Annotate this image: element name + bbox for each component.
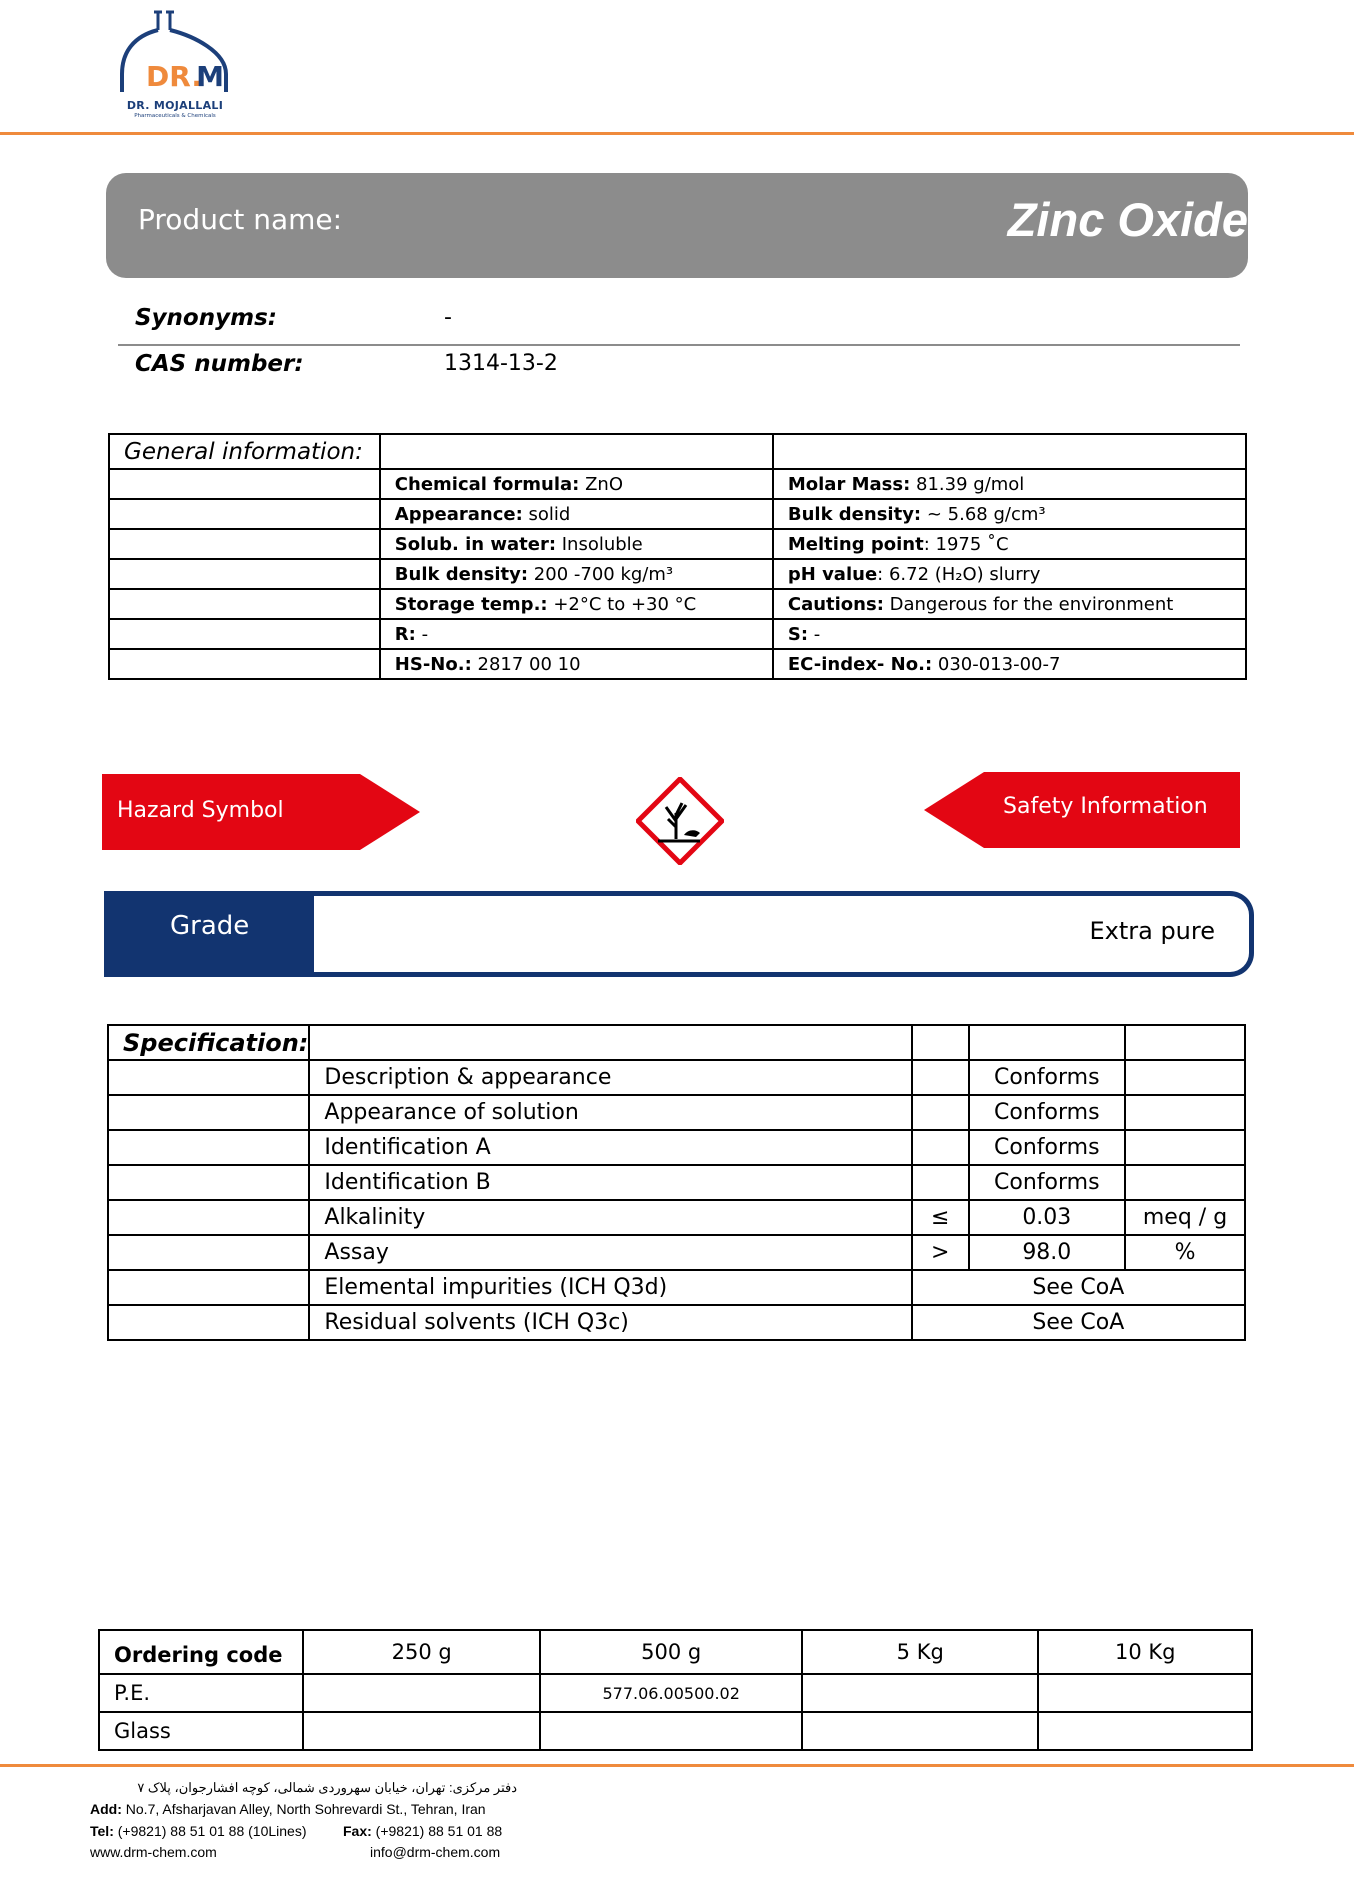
- property-value: ~ 5.68 g/cm³: [921, 503, 1046, 525]
- property-value: -: [415, 623, 429, 645]
- property-value: : 6.72 (H₂O) slurry: [877, 563, 1041, 585]
- property-value: solid: [522, 503, 571, 525]
- table-row: [108, 1235, 1245, 1270]
- ordering-code-table: [98, 1629, 1253, 1751]
- spec-operator: ≤: [912, 1200, 969, 1235]
- table-row: [108, 1130, 1245, 1165]
- order-code: [802, 1674, 1038, 1712]
- company-name: DR. MOJALLALI: [126, 99, 224, 112]
- cas-value: 1314-13-2: [444, 351, 558, 376]
- spec-operator: [912, 1095, 969, 1130]
- order-code: [303, 1712, 540, 1750]
- property-key: HS-No.:: [394, 653, 472, 675]
- spec-name: Appearance of solution: [309, 1095, 911, 1130]
- tel-text: (+9821) 88 51 01 88 (10Lines): [113, 1823, 307, 1839]
- property-key: Bulk density:: [787, 503, 922, 525]
- cas-label: CAS number:: [135, 351, 304, 377]
- ghs09-environment-icon: [636, 777, 724, 865]
- spec-value: See CoA: [912, 1270, 1245, 1305]
- spec-unit: [1125, 1060, 1245, 1095]
- property-key: pH value: [787, 563, 878, 585]
- footer-address: [90, 1801, 486, 1817]
- property-value: Insoluble: [556, 533, 643, 555]
- header-divider: [0, 132, 1354, 135]
- property-key: S:: [787, 623, 809, 645]
- spec-value: Conforms: [969, 1130, 1125, 1165]
- footer-email-link[interactable]: info@drm-chem.com: [370, 1844, 501, 1860]
- spec-operator: [912, 1165, 969, 1200]
- property-value: 2817 00 10: [471, 653, 581, 675]
- property-key: Melting point: [787, 533, 924, 555]
- spec-value: 0.03: [969, 1200, 1125, 1235]
- table-row: [108, 1165, 1245, 1200]
- spec-name: Assay: [309, 1235, 911, 1270]
- fax-text: (+9821) 88 51 01 88: [371, 1823, 503, 1839]
- table-row: [109, 469, 1246, 499]
- spec-name: Elemental impurities (ICH Q3d): [309, 1270, 911, 1305]
- property-key: Storage temp.:: [394, 593, 548, 615]
- company-tagline: Pharmaceuticals & Chemicals: [134, 113, 216, 119]
- spec-value: Conforms: [969, 1095, 1125, 1130]
- property-cell: [773, 499, 1246, 529]
- product-name-label: Product name:: [138, 203, 343, 236]
- address-label: Add:: [90, 1801, 122, 1817]
- property-cell: [773, 529, 1246, 559]
- packaging-label: Glass: [99, 1712, 303, 1750]
- spec-name: Identification B: [309, 1165, 911, 1200]
- property-value: ZnO: [579, 473, 624, 495]
- synonyms-divider: [118, 344, 1240, 346]
- packaging-label: P.E.: [99, 1674, 303, 1712]
- table-row: [109, 529, 1246, 559]
- property-value: : 1975 ˚C: [923, 533, 1009, 555]
- table-row: [109, 619, 1246, 649]
- size-header: 10 Kg: [1038, 1630, 1252, 1674]
- spec-name: Description & appearance: [309, 1060, 911, 1095]
- property-value: 81.39 g/mol: [910, 473, 1025, 495]
- safety-information-label: Safety Information: [1003, 794, 1208, 819]
- general-information-title: General information:: [109, 434, 380, 469]
- property-key: Cautions:: [787, 593, 884, 615]
- hazard-symbol-label: Hazard Symbol: [117, 798, 284, 823]
- property-key: EC-index- No.:: [787, 653, 933, 675]
- ordering-code-title: Ordering code: [99, 1630, 303, 1674]
- table-row: [109, 589, 1246, 619]
- table-row: [108, 1305, 1245, 1340]
- footer-address-persian: دفتر مرکزی: تهران، خیابان سهروردی شمالی، کوچه افشارجوان، پلاک ۷: [137, 1780, 517, 1795]
- spec-unit: %: [1125, 1235, 1245, 1270]
- property-value: Dangerous for the environment: [883, 593, 1174, 615]
- size-header: 250 g: [303, 1630, 540, 1674]
- property-value: 030-013-00-7: [932, 653, 1061, 675]
- spec-unit: meq / g: [1125, 1200, 1245, 1235]
- property-cell: [380, 499, 773, 529]
- property-key: Chemical formula:: [394, 473, 580, 495]
- property-cell: [380, 529, 773, 559]
- tel-label: Tel:: [90, 1823, 114, 1839]
- size-header: 5 Kg: [802, 1630, 1038, 1674]
- synonyms-value: -: [444, 305, 452, 330]
- table-row: [109, 559, 1246, 589]
- property-key: Molar Mass:: [787, 473, 911, 495]
- spec-unit: [1125, 1095, 1245, 1130]
- property-cell: [773, 649, 1246, 679]
- order-code: 577.06.00500.02: [540, 1674, 802, 1712]
- property-key: Appearance:: [394, 503, 523, 525]
- spec-name: Identification A: [309, 1130, 911, 1165]
- table-row: [99, 1630, 1252, 1674]
- property-cell: [773, 469, 1246, 499]
- property-key: Solub. in water:: [394, 533, 557, 555]
- general-information-table: [108, 433, 1247, 680]
- property-key: Bulk density:: [394, 563, 529, 585]
- table-row: [99, 1674, 1252, 1712]
- footer-fax: [343, 1823, 502, 1839]
- fax-label: Fax:: [343, 1823, 372, 1839]
- property-value: 200 -700 kg/m³: [528, 563, 674, 585]
- spec-value: See CoA: [912, 1305, 1245, 1340]
- specification-table: [107, 1024, 1246, 1341]
- property-cell: [380, 649, 773, 679]
- product-name: Zinc Oxide: [1007, 193, 1248, 246]
- order-code: [802, 1712, 1038, 1750]
- property-cell: [380, 469, 773, 499]
- spec-value: 98.0: [969, 1235, 1125, 1270]
- property-cell: [380, 559, 773, 589]
- property-key: R:: [394, 623, 416, 645]
- property-cell: [380, 589, 773, 619]
- spec-value: Conforms: [969, 1165, 1125, 1200]
- property-cell: [773, 559, 1246, 589]
- spec-operator: >: [912, 1235, 969, 1270]
- grade-label: Grade: [170, 911, 250, 941]
- spec-unit: [1125, 1130, 1245, 1165]
- table-row: [109, 649, 1246, 679]
- order-code: [540, 1712, 802, 1750]
- property-cell: [773, 619, 1246, 649]
- property-value: +2°C to +30 °C: [547, 593, 697, 615]
- table-row: [108, 1060, 1245, 1095]
- order-code: [1038, 1712, 1252, 1750]
- synonyms-label: Synonyms:: [135, 305, 277, 331]
- property-value: -: [808, 623, 821, 645]
- table-row: [108, 1095, 1245, 1130]
- svg-text:M: M: [196, 60, 224, 93]
- spec-unit: [1125, 1165, 1245, 1200]
- order-code: [1038, 1674, 1252, 1712]
- order-code: [303, 1674, 540, 1712]
- table-row: [99, 1712, 1252, 1750]
- footer-divider: [0, 1764, 1354, 1767]
- specification-title: Specification:: [108, 1025, 309, 1060]
- table-row: [108, 1200, 1245, 1235]
- spec-name: Residual solvents (ICH Q3c): [309, 1305, 911, 1340]
- footer-website-link[interactable]: www.drm-chem.com: [90, 1844, 217, 1860]
- spec-name: Alkalinity: [309, 1200, 911, 1235]
- table-row: [108, 1270, 1245, 1305]
- grade-value: Extra pure: [1089, 917, 1215, 945]
- property-cell: [380, 619, 773, 649]
- address-text: No.7, Afsharjavan Alley, North Sohrevardi St., Tehran, Iran: [121, 1801, 486, 1817]
- svg-text:DR.: DR.: [146, 60, 202, 93]
- table-row: [109, 499, 1246, 529]
- spec-operator: [912, 1130, 969, 1165]
- spec-value: Conforms: [969, 1060, 1125, 1095]
- size-header: 500 g: [540, 1630, 802, 1674]
- property-cell: [773, 589, 1246, 619]
- spec-operator: [912, 1060, 969, 1095]
- footer-phone: [90, 1823, 307, 1839]
